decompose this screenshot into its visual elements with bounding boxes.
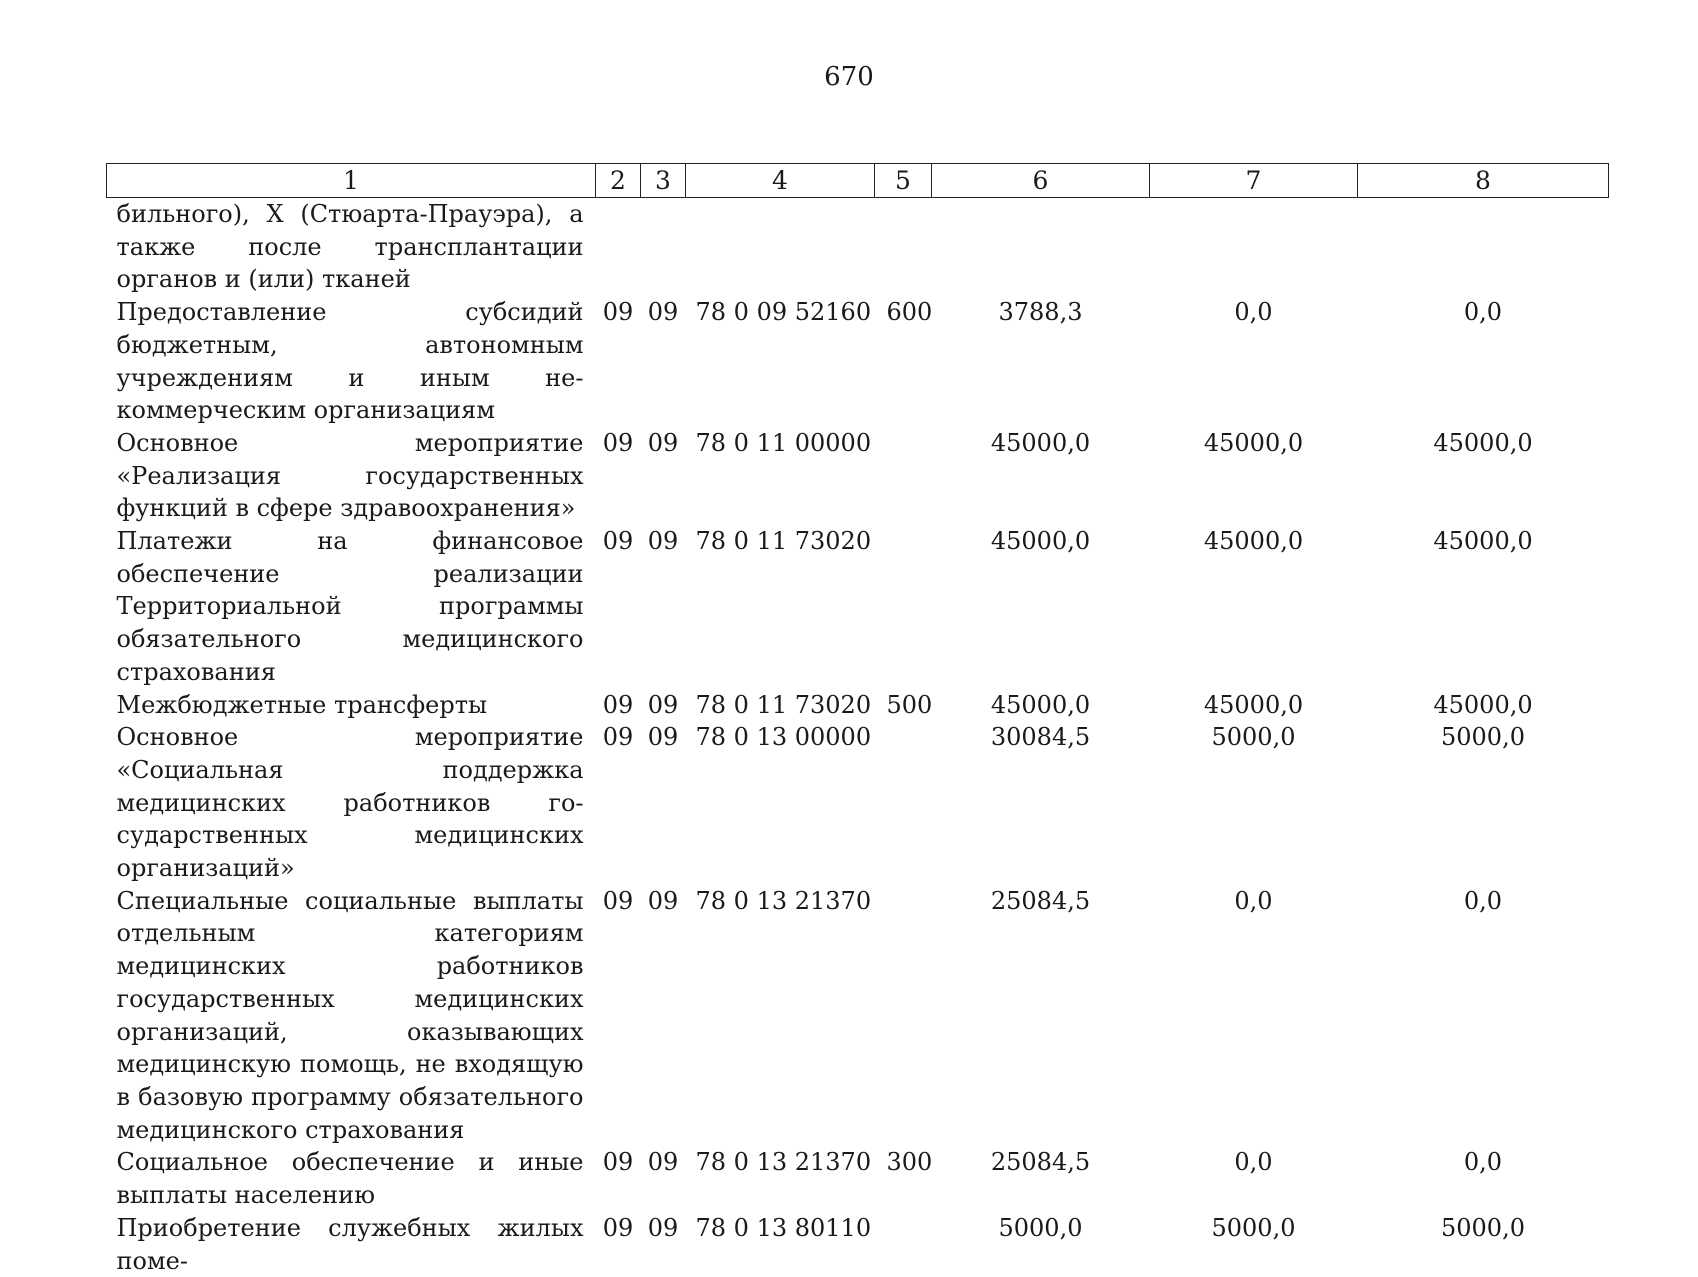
section-code: 09: [596, 1212, 641, 1277]
section-code: [596, 198, 641, 297]
amount-year-1: 45000,0: [932, 689, 1150, 722]
expense-type-code: 600: [875, 296, 932, 427]
amount-year-3: 0,0: [1358, 296, 1609, 427]
subsection-code: 09: [641, 1212, 686, 1277]
target-article-code: 78 0 09 52160: [686, 296, 875, 427]
section-code: 09: [596, 689, 641, 722]
amount-year-3: 5000,0: [1358, 721, 1609, 885]
expense-type-code: [875, 198, 932, 297]
expense-type-code: [875, 721, 932, 885]
section-code: 09: [596, 885, 641, 1147]
header-col-6: 6: [932, 164, 1150, 198]
amount-year-2: 0,0: [1150, 1146, 1358, 1211]
table-row: [107, 1146, 1609, 1211]
table-row: [107, 525, 1609, 689]
section-code: 09: [596, 1146, 641, 1211]
subsection-code: 09: [641, 427, 686, 525]
amount-year-1: 3788,3: [932, 296, 1150, 427]
expense-type-code: [875, 427, 932, 525]
item-name: Приобретение служебных жилых поме-: [107, 1212, 596, 1277]
target-article-code: 78 0 11 73020: [686, 525, 875, 689]
amount-year-2: 5000,0: [1150, 721, 1358, 885]
header-row: [107, 164, 1609, 198]
expense-type-code: 300: [875, 1146, 932, 1211]
item-name: Платежи на финансовое обеспечение реализации Территориальной программы обязательного медицинского страхования: [107, 525, 596, 689]
item-name: Основное мероприятие «Социальная поддержка медицинских работников государственных медицинских организаций»: [107, 721, 596, 885]
header-col-3: 3: [641, 164, 686, 198]
table-row: [107, 689, 1609, 722]
item-name: Основное мероприятие «Реализация государственных функций в сфере здравоохранения»: [107, 427, 596, 525]
target-article-code: 78 0 13 00000: [686, 721, 875, 885]
amount-year-3: [1358, 198, 1609, 297]
section-code: 09: [596, 427, 641, 525]
amount-year-2: 45000,0: [1150, 525, 1358, 689]
amount-year-3: 45000,0: [1358, 525, 1609, 689]
target-article-code: 78 0 13 21370: [686, 885, 875, 1147]
table-row: [107, 198, 1609, 297]
table-row: [107, 885, 1609, 1147]
expense-type-code: 500: [875, 689, 932, 722]
subsection-code: 09: [641, 721, 686, 885]
amount-year-3: 45000,0: [1358, 427, 1609, 525]
amount-year-1: 30084,5: [932, 721, 1150, 885]
amount-year-2: 0,0: [1150, 296, 1358, 427]
target-article-code: 78 0 11 73020: [686, 689, 875, 722]
target-article-code: 78 0 11 00000: [686, 427, 875, 525]
budget-table: [106, 163, 1609, 1277]
subsection-code: 09: [641, 1146, 686, 1211]
item-name: Предоставление субсидий бюджетным, автономным учреждениям и иным некоммерческим организациям: [107, 296, 596, 427]
table-row: [107, 427, 1609, 525]
subsection-code: 09: [641, 885, 686, 1147]
item-name: бильного), X (Стюарта-Прауэра), а также после трансплантации органов и (или) тканей: [107, 198, 596, 297]
header-col-7: 7: [1150, 164, 1358, 198]
amount-year-2: 5000,0: [1150, 1212, 1358, 1277]
section-code: 09: [596, 525, 641, 689]
header-col-5: 5: [875, 164, 932, 198]
target-article-code: 78 0 13 21370: [686, 1146, 875, 1211]
amount-year-2: 0,0: [1150, 885, 1358, 1147]
amount-year-3: 45000,0: [1358, 689, 1609, 722]
subsection-code: 09: [641, 689, 686, 722]
expense-type-code: [875, 885, 932, 1147]
amount-year-2: [1150, 198, 1358, 297]
table-body: [107, 198, 1609, 1277]
subsection-code: [641, 198, 686, 297]
header-col-1: 1: [107, 164, 596, 198]
amount-year-1: 45000,0: [932, 525, 1150, 689]
subsection-code: 09: [641, 525, 686, 689]
expense-type-code: [875, 1212, 932, 1277]
amount-year-1: 5000,0: [932, 1212, 1150, 1277]
table-row: [107, 721, 1609, 885]
item-name: Межбюджетные трансферты: [107, 689, 596, 722]
section-code: 09: [596, 296, 641, 427]
amount-year-2: 45000,0: [1150, 427, 1358, 525]
amount-year-3: 0,0: [1358, 1146, 1609, 1211]
target-article-code: [686, 198, 875, 297]
header-col-8: 8: [1358, 164, 1609, 198]
target-article-code: 78 0 13 80110: [686, 1212, 875, 1277]
table-row: [107, 1212, 1609, 1277]
expense-type-code: [875, 525, 932, 689]
page-number: 670: [0, 62, 1698, 92]
amount-year-1: 25084,5: [932, 1146, 1150, 1211]
table-row: [107, 296, 1609, 427]
amount-year-3: 5000,0: [1358, 1212, 1609, 1277]
subsection-code: 09: [641, 296, 686, 427]
amount-year-2: 45000,0: [1150, 689, 1358, 722]
item-name: Специальные социальные выплаты отдельным категориям медицинских работников государственных медицинских организаций, оказывающих медицинскую помощь, не входящую в базовую программу обязательного медицинского страхования: [107, 885, 596, 1147]
item-name: Социальное обеспечение и иные выплаты населению: [107, 1146, 596, 1211]
amount-year-1: 45000,0: [932, 427, 1150, 525]
header-col-4: 4: [686, 164, 875, 198]
header-col-2: 2: [596, 164, 641, 198]
amount-year-3: 0,0: [1358, 885, 1609, 1147]
amount-year-1: 25084,5: [932, 885, 1150, 1147]
amount-year-1: [932, 198, 1150, 297]
section-code: 09: [596, 721, 641, 885]
